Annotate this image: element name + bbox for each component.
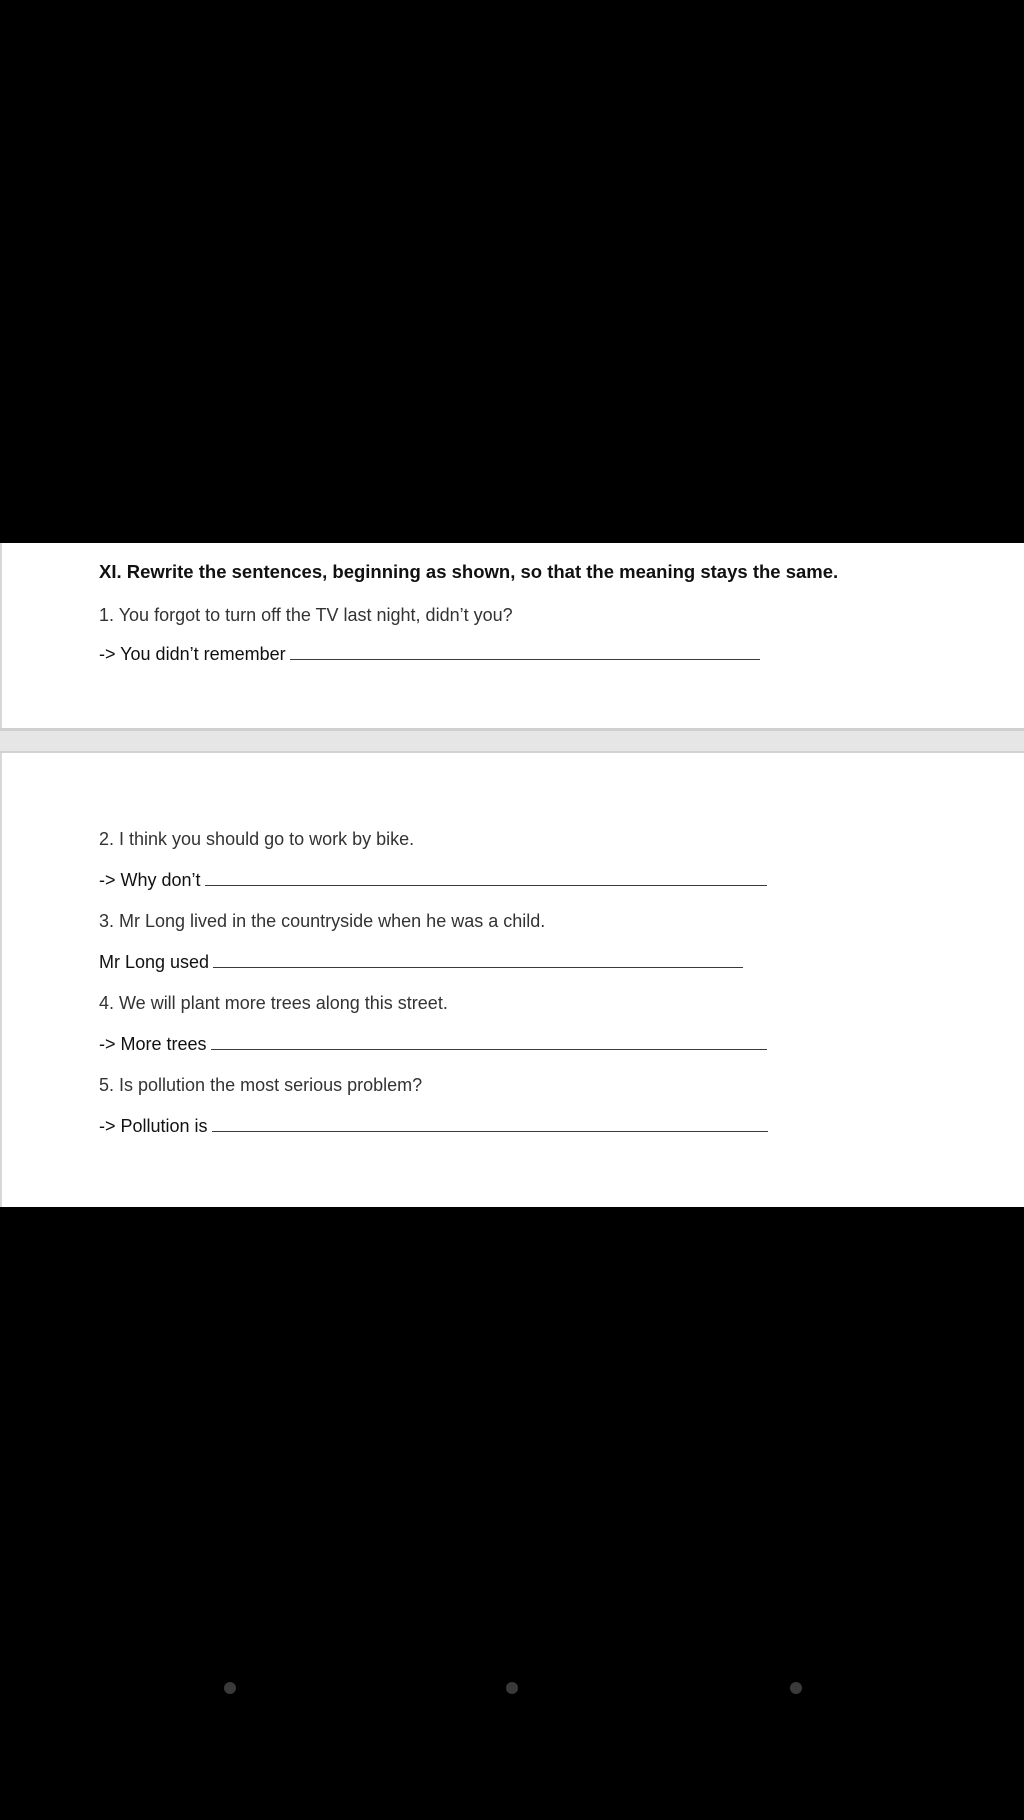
answer-blank-2[interactable] (205, 871, 767, 886)
page-edge (0, 753, 2, 1207)
question-4: 4. We will plant more trees along this street. (99, 993, 448, 1013)
page-separator (0, 731, 1024, 753)
prompt-text-5: -> Pollution is (99, 1116, 208, 1136)
question-1: 1. You forgot to turn off the TV last night, didn’t you? (99, 605, 513, 625)
question-5: 5. Is pollution the most serious problem? (99, 1075, 423, 1095)
answer-prompt-1 (99, 642, 760, 666)
exercise-title: XI. Rewrite the sentences, beginning as shown, so that the meaning stays the same. (99, 561, 839, 582)
answer-prompt-4 (99, 1032, 767, 1056)
question-2: 2. I think you should go to work by bike. (99, 829, 415, 849)
prompt-text-3: Mr Long used (99, 952, 210, 972)
page-indicator-dot-2[interactable] (506, 1682, 518, 1694)
answer-blank-4[interactable] (211, 1035, 767, 1050)
question-3: 3. Mr Long lived in the countryside when he was a child. (99, 911, 546, 931)
prompt-text-2: -> Why don’t (99, 870, 201, 890)
answer-blank-3[interactable] (213, 953, 743, 968)
page-indicator-dot-3[interactable] (790, 1682, 802, 1694)
answer-prompt-2 (99, 868, 767, 892)
prompt-text-1: -> You didn’t remember (99, 644, 286, 664)
answer-blank-1[interactable] (290, 645, 760, 660)
answer-prompt-3 (99, 950, 743, 974)
document-page-top (0, 543, 1024, 731)
answer-blank-5[interactable] (212, 1117, 768, 1132)
answer-prompt-5 (99, 1114, 768, 1138)
page-indicator-dot-1[interactable] (224, 1682, 236, 1694)
prompt-text-4: -> More trees (99, 1034, 207, 1054)
page-edge (0, 543, 2, 728)
document-page-bottom (0, 753, 1024, 1207)
